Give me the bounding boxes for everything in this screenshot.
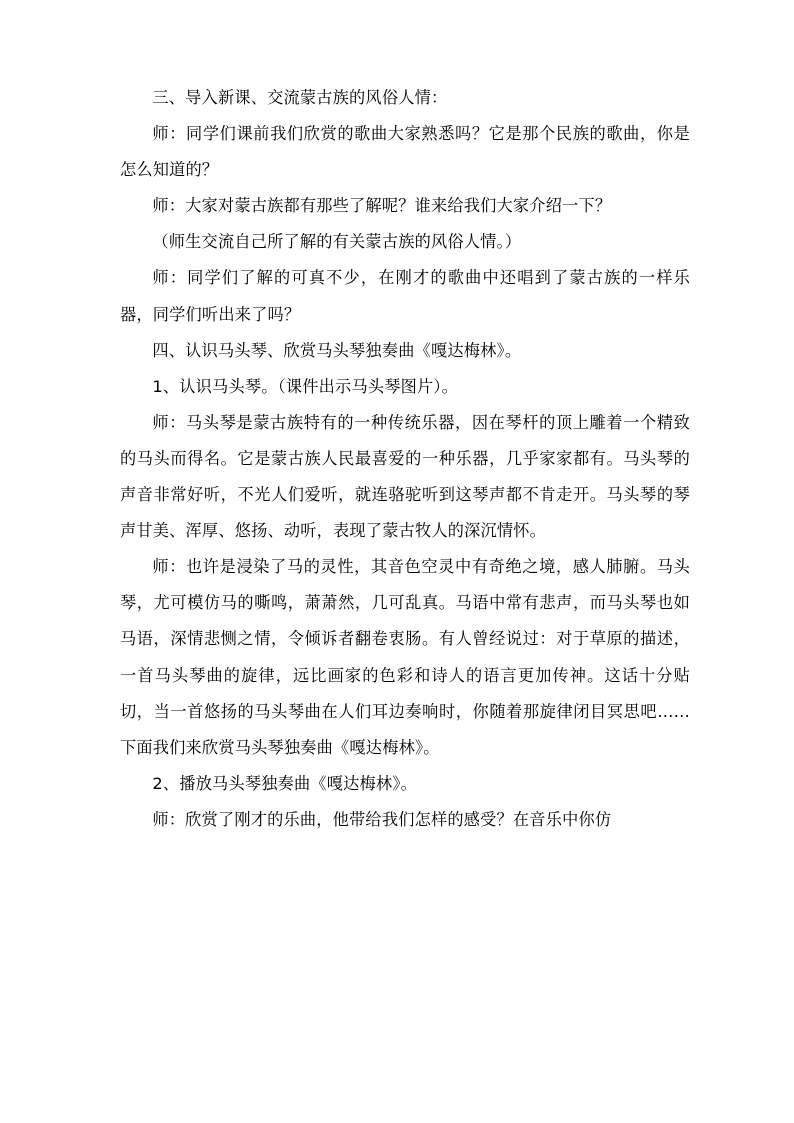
section-heading-three: 三、导入新课、交流蒙古族的风俗人情：	[152, 88, 448, 107]
paragraph-teacher-question-mongolian: 师：大家对蒙古族都有那些了解呢？谁来给我们大家介绍一下？	[152, 196, 612, 216]
paragraph-morin-khuur-description: 师：也许是浸染了马的灵性，其音色空灵中有奇绝之境，感人肺腑。马头琴，尤可模仿马的嘶鸣，萧萧然，几可乱真。马语中常有悲声，而马头琴也如马语，深情悲恻之情，令倾诉者翻卷衷肠。有人曾经说过：对于草原的描述，一首马头琴曲的旋律，远比画家的色彩和诗人的语言更加传神。这话十分贴切，当一首悠扬的马头琴曲在人们耳边奏响时，你随着那旋律闭目冥思吧……下面我们来欣赏马头琴独奏曲《嘎达梅林》。	[120, 557, 690, 757]
paragraph-teacher-instrument-question: 师：同学们了解的可真不少，在刚才的歌曲中还唱到了蒙古族的一样乐器，同学们听出来了吗？	[120, 268, 690, 324]
subsection-heading-1: 1、认识马头琴。（课件出示马头琴图片）。	[152, 376, 459, 396]
paragraph-teacher-feeling-question: 师：欣赏了刚才的乐曲，他带给我们怎样的感受？在音乐中你仿	[152, 809, 612, 829]
paragraph-class-exchange-note: （师生交流自己所了解的有关蒙古族的风俗人情。）	[152, 232, 522, 252]
paragraph-morin-khuur-intro: 师：马头琴是蒙古族特有的一种传统乐器，因在琴杆的顶上雕着一个精致的马头而得名。它是蒙古族人民最喜爱的一种乐器，几乎家家都有。马头琴的声音非常好听，不光人们爱听，就连骆驼听到这琴声都不肯走开。马头琴的琴声甘美、浑厚、悠扬、动听，表现了蒙古牧人的深沉情怀。	[120, 412, 690, 541]
document-body	[120, 80, 690, 838]
paragraph-teacher-question-song: 师：同学们课前我们欣赏的歌曲大家熟悉吗？它是那个民族的歌曲，你是怎么知道的？	[120, 124, 690, 180]
subsection-heading-2: 2、播放马头琴独奏曲《嘎达梅林》。	[152, 773, 417, 793]
section-heading-four: 四、认识马头琴、欣赏马头琴独奏曲《嘎达梅林》。	[152, 340, 522, 360]
